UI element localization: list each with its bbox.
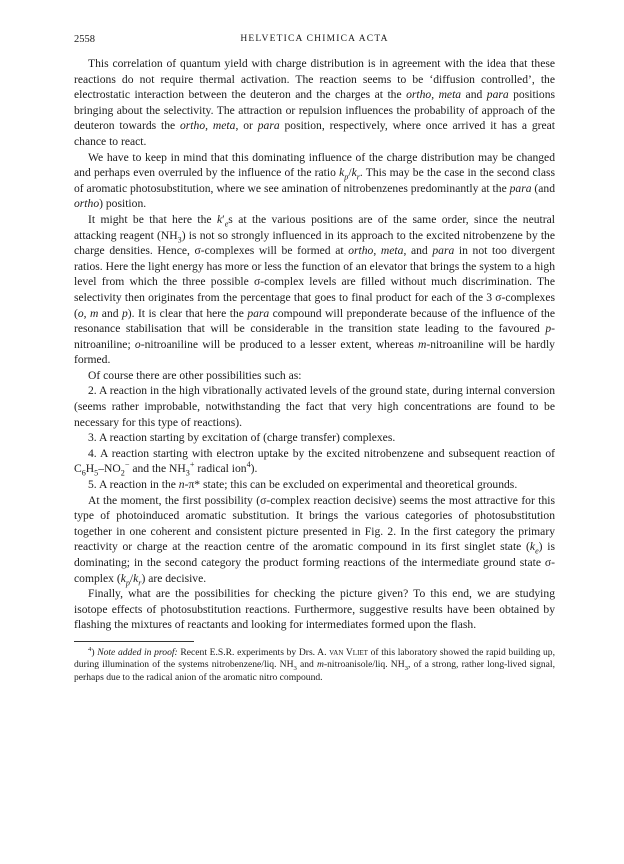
page bbox=[74, 34, 555, 684]
list-item: 4. A reaction starting with electron uptake by the excited nitrobenzene and subsequent reaction of $C_6H_5-NO_2^-$ and the $NH_3^+$ radical ion$^4$). bbox=[74, 446, 555, 478]
journal-title: HELVETICA CHIMICA ACTA bbox=[240, 34, 389, 44]
running-header bbox=[74, 34, 555, 52]
body-text bbox=[74, 56, 555, 633]
paragraph: Of course there are other possibilities such as: bbox=[88, 368, 302, 382]
footnote-rule bbox=[74, 641, 194, 642]
paragraph: This correlation of quantum yield with charge distribution is in agreement with the idea that these reactions do not require thermal activation. The reaction seems to be ‘diffusion controlled’, the electrostatic interaction between the deuteron and the charges at the ortho, meta and para positions bringing about the selectivity. The attraction or repulsion influences the probability of approach of the deuteron towards the ortho, meta, or para position, respectively, where once arrived it has a great chance to react. bbox=[74, 57, 555, 148]
list-item: 3. A reaction starting by excitation of (charge transfer) complexes. bbox=[88, 431, 396, 445]
footnote: $^4$) Note added in proof: Recent E.S.R. experiments by Drs. A. van Vliet of this laboratory showed the rapid building up, during illumination of the systems nitrobenzene/liq. $NH_3$ and m-nitroanisole/liq. $NH_3$, of a strong, rather long-lived signal, perhaps due to the radical anion of the aromatic nitro compound. bbox=[74, 645, 556, 683]
page-number: 2558 bbox=[74, 34, 95, 45]
paragraph: It might be that here the $k'_es$ at the various positions are of the same order, since the neutral attacking reagent $(NH_3)$ is not so strongly influenced in its approach to the excited nitrobenzene by the charge densities. Hence, σ-complexes will be formed at ortho, meta, and para in not too divergent ratios. Here the light energy has more or less the function of an elevator that brings the system to a high level from which the three possible σ-complex levels are filled without much discrimination. The selectivity then originates from the percentage that goes to final product for each of the 3 σ-complexes (o, m and p). It is clear that here the para compound will preponderate because of the influence of the resonance stabilisation that will be considerable in the transition state leading to the favoured p-nitroaniline; o-nitroaniline will be produced to a lesser extent, whereas m-nitroaniline will be hardly formed. bbox=[74, 212, 556, 367]
list-item: 2. A reaction in the high vibrationally activated levels of the ground state, during internal conversion (seems rather improbable, notwithstanding the fact that very high concentrations are found to be necessary for this type of reactions). bbox=[74, 384, 555, 429]
paragraph: Finally, what are the possibilities for checking the picture given? To this end, we are studying isotope effects of photosubstitution reactions. Furthermore, suggestive results have been obtained by flashing the mixtures of reactants and looking for intermediates formed upon the flash. bbox=[74, 587, 555, 632]
paragraph: We have to keep in mind that this dominating influence of the charge distribution may be changed and perhaps even overruled by the influence of the ratio $k_p/k_r$. This may be the case in the second class of aromatic photosubstitution, where we see amination of nitrobenzenes predominantly at the para (and ortho) position. bbox=[74, 150, 556, 211]
paragraph: At the moment, the first possibility (σ-complex reaction decisive) seems the most attractive for this type of photoinduced aromatic substitution. It brings the various categories of photosubstitution together in one coherent and consistent picture presented in Fig. 2. In the first category the primary reactivity or charge at the reaction centre of the aromatic compound in its first singlet state $(k_e)$ is dominating; in the second category the product forming reactions of the intermediate ground state σ-complex $(k_p/k_r)$ are decisive. bbox=[74, 493, 555, 587]
list-item: 5. A reaction in the n-π* state; this can be excluded on experimental and theoretical grounds. bbox=[88, 478, 518, 492]
